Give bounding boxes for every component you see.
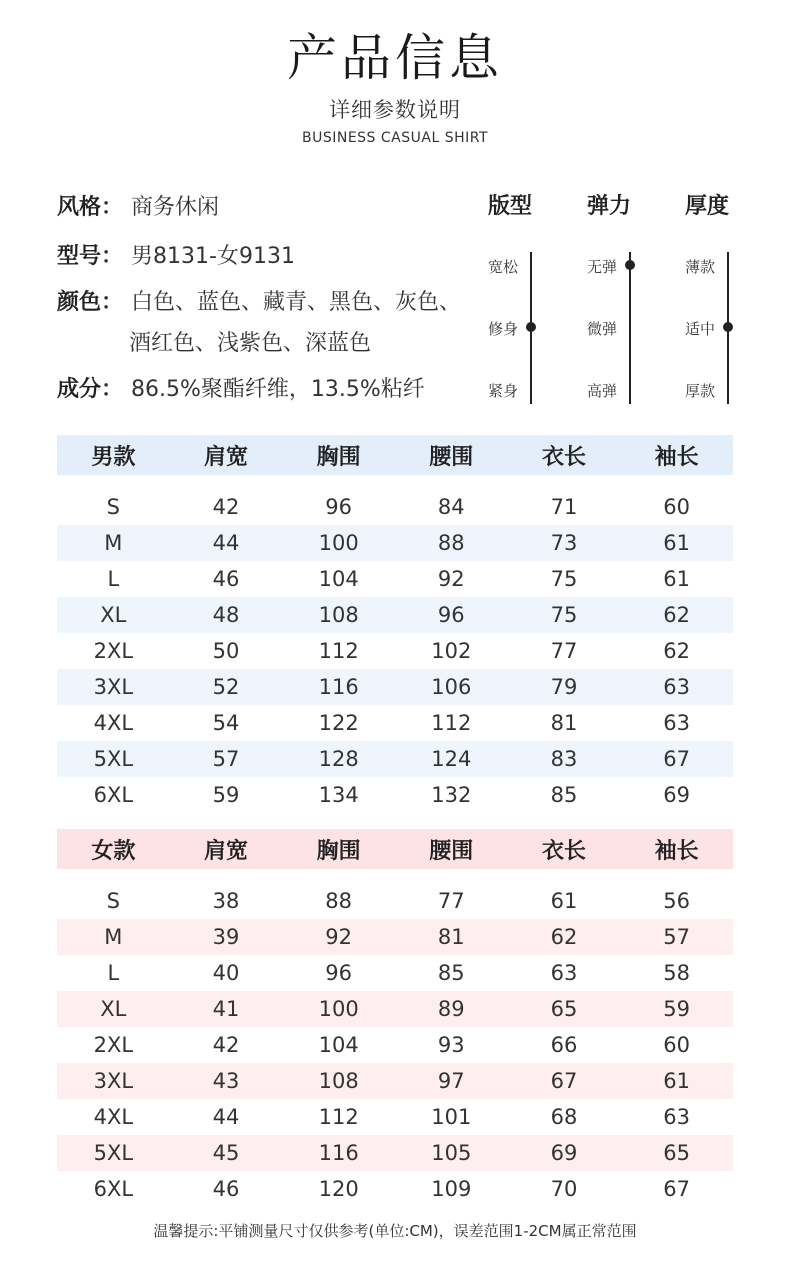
men-header-length: 衣长 [541, 444, 586, 470]
women-table-cell: 44 [212, 1105, 240, 1129]
women-table-cell: 39 [212, 925, 240, 949]
men-table-cell: 96 [325, 495, 352, 519]
men-table-cell: 60 [663, 495, 690, 519]
women-table-cell: 3XL [93, 1069, 134, 1093]
men-table-cell: 83 [550, 747, 578, 771]
men-table-cell: 73 [550, 531, 578, 555]
spec-color-value-line1: 白色、蓝色、藏青、黑色、灰色、 [131, 290, 462, 315]
women-table-cell: 88 [325, 889, 352, 913]
table-row [57, 489, 733, 525]
spec-model-value: 男8131-女9131 [131, 244, 295, 269]
property-elasticity-tick: 无弹 [587, 258, 618, 276]
spec-color-value-line2: 酒红色、浅紫色、深蓝色 [129, 331, 372, 356]
men-table-cell: L [107, 567, 120, 591]
property-thickness-title: 厚度 [685, 194, 730, 219]
property-fit-indicator [526, 322, 536, 332]
men-table-cell: 3XL [93, 675, 134, 699]
women-table-spacer [57, 869, 733, 883]
men-table-cell: 84 [437, 495, 465, 519]
men-table-cell: 52 [212, 675, 240, 699]
women-table-cell: 120 [318, 1177, 359, 1201]
men-table-cell: 122 [318, 711, 359, 735]
men-table-cell: 42 [212, 495, 240, 519]
table-row [57, 1099, 733, 1135]
men-table-cell: 116 [318, 675, 359, 699]
men-table-cell: 71 [550, 495, 578, 519]
property-thickness-tick: 厚款 [685, 382, 716, 400]
women-table-cell: 61 [550, 889, 578, 913]
women-table-cell: M [104, 925, 123, 949]
property-fit-tick: 宽松 [488, 258, 519, 276]
women-table-cell: 112 [318, 1105, 359, 1129]
women-table-cell: 105 [431, 1141, 472, 1165]
table-row [57, 991, 733, 1027]
men-table-cell: 62 [663, 639, 690, 663]
table-row [57, 633, 733, 669]
women-table-cell: 43 [212, 1069, 240, 1093]
women-header-shoulder: 肩宽 [203, 838, 248, 864]
spec-color [57, 285, 461, 316]
spec-material [57, 372, 425, 403]
women-table-cell: 41 [212, 997, 240, 1021]
spec-model [57, 239, 295, 270]
women-table-cell: 60 [663, 1033, 690, 1057]
women-table-cell: 65 [550, 997, 578, 1021]
women-table-cell: 69 [550, 1141, 578, 1165]
men-header-shoulder: 肩宽 [203, 444, 248, 470]
women-table-cell: 5XL [93, 1141, 134, 1165]
men-table-cell: 6XL [93, 783, 134, 807]
women-table-cell: 101 [431, 1105, 472, 1129]
women-table-cell: 4XL [93, 1105, 134, 1129]
table-row [57, 525, 733, 561]
men-table-cell: 67 [663, 747, 690, 771]
property-elasticity-tick: 微弹 [587, 320, 618, 338]
men-table-cell: 2XL [93, 639, 134, 663]
men-table-cell: 79 [550, 675, 578, 699]
spec-material-label: 成分 [57, 377, 102, 402]
property-elasticity-scale [629, 252, 631, 404]
property-elasticity-indicator [625, 260, 635, 270]
spec-style [57, 190, 219, 221]
women-table-cell: 42 [212, 1033, 240, 1057]
women-table-cell: S [106, 889, 120, 913]
spec-colon: ： [101, 244, 124, 269]
property-fit-tick: 紧身 [488, 382, 519, 400]
men-table-cell: S [106, 495, 120, 519]
table-row [57, 1171, 733, 1207]
men-table-cell: 59 [212, 783, 240, 807]
men-table-cell: 75 [550, 567, 578, 591]
men-header-sleeve: 袖长 [654, 444, 699, 470]
table-row [57, 1063, 733, 1099]
women-header-size: 女款 [91, 838, 136, 864]
table-row [57, 741, 733, 777]
men-table-spacer [57, 475, 733, 489]
table-row [57, 955, 733, 991]
men-table-cell: 69 [663, 783, 690, 807]
women-table-cell: 62 [550, 925, 578, 949]
men-table-cell: 62 [663, 603, 690, 627]
women-table-cell: 108 [318, 1069, 359, 1093]
men-table-header [57, 435, 733, 475]
women-table-cell: 89 [437, 997, 465, 1021]
men-table-cell: 108 [318, 603, 359, 627]
men-table-cell: 124 [431, 747, 472, 771]
women-table-header [57, 829, 733, 869]
men-table-cell: 63 [663, 675, 690, 699]
property-thickness-indicator [723, 322, 733, 332]
men-table-cell: 75 [550, 603, 578, 627]
women-table-cell: 40 [212, 961, 240, 985]
spec-style-label: 风格 [57, 195, 102, 220]
men-table-cell: XL [100, 603, 127, 627]
women-table-cell: 58 [663, 961, 690, 985]
women-table-cell: 67 [550, 1069, 578, 1093]
women-header-length: 衣长 [541, 838, 586, 864]
men-table-cell: 48 [212, 603, 240, 627]
women-table-cell: 67 [663, 1177, 690, 1201]
page-subtitle-english: BUSINESS CASUAL SHIRT [301, 130, 489, 146]
men-header-chest: 胸围 [316, 444, 361, 470]
men-table-cell: 5XL [93, 747, 134, 771]
measurement-footnote: 温馨提示:平铺测量尺寸仅供参考(单位:CM)，误差范围1-2CM属正常范围 [153, 1222, 637, 1240]
men-table-cell: 88 [437, 531, 465, 555]
men-table-cell: 112 [318, 639, 359, 663]
table-row [57, 705, 733, 741]
women-table-cell: 63 [550, 961, 578, 985]
men-header-size: 男款 [91, 444, 136, 470]
women-table-cell: XL [100, 997, 127, 1021]
women-table-cell: L [107, 961, 120, 985]
men-table-cell: 132 [431, 783, 472, 807]
spec-colon: ： [101, 195, 124, 220]
men-table-cell: 102 [431, 639, 472, 663]
women-table-cell: 61 [663, 1069, 690, 1093]
women-table-cell: 93 [437, 1033, 465, 1057]
men-table-cell: 96 [437, 603, 465, 627]
women-table-cell: 68 [550, 1105, 578, 1129]
women-table-cell: 65 [663, 1141, 690, 1165]
men-table-cell: 50 [212, 639, 240, 663]
women-table-cell: 63 [663, 1105, 690, 1129]
women-table-cell: 38 [212, 889, 240, 913]
property-fit-tick: 修身 [488, 320, 519, 338]
men-table-cell: 85 [550, 783, 578, 807]
women-table-cell: 6XL [93, 1177, 134, 1201]
men-table-cell: 61 [663, 531, 690, 555]
men-table-cell: 134 [318, 783, 359, 807]
spec-material-value: 86.5%聚酯纤维，13.5%粘纤 [131, 377, 425, 402]
table-row [57, 597, 733, 633]
men-table-cell: 81 [550, 711, 578, 735]
spec-colon: ： [101, 290, 124, 315]
spec-style-value: 商务休闲 [131, 195, 220, 220]
page-subtitle: 详细参数说明 [329, 98, 461, 122]
women-table-cell: 2XL [93, 1033, 134, 1057]
table-row [57, 919, 733, 955]
table-row [57, 1135, 733, 1171]
women-table-cell: 100 [318, 997, 359, 1021]
women-table-cell: 59 [663, 997, 690, 1021]
women-table-cell: 70 [550, 1177, 578, 1201]
spec-color-label: 颜色 [57, 290, 102, 315]
men-table-cell: 57 [212, 747, 240, 771]
women-table-cell: 57 [663, 925, 690, 949]
table-row [57, 883, 733, 919]
men-table-cell: 106 [431, 675, 472, 699]
women-table-cell: 77 [437, 889, 465, 913]
women-table-cell: 109 [431, 1177, 472, 1201]
table-row [57, 669, 733, 705]
men-header-waist: 腰围 [429, 444, 474, 470]
men-table-cell: 54 [212, 711, 240, 735]
women-table-cell: 92 [325, 925, 352, 949]
women-table-cell: 104 [318, 1033, 359, 1057]
property-elasticity-tick: 高弹 [587, 382, 618, 400]
women-header-waist: 腰围 [429, 838, 474, 864]
property-elasticity-title: 弹力 [587, 194, 632, 219]
women-table-cell: 96 [325, 961, 352, 985]
men-table-cell: M [104, 531, 123, 555]
women-table-cell: 85 [437, 961, 465, 985]
women-table-spacer-cell [57, 869, 733, 883]
men-table-cell: 61 [663, 567, 690, 591]
men-table-cell: 4XL [93, 711, 134, 735]
men-table-cell: 100 [318, 531, 359, 555]
women-header-sleeve: 袖长 [654, 838, 699, 864]
men-table-cell: 44 [212, 531, 240, 555]
property-thickness-tick: 薄款 [685, 258, 716, 276]
spec-colon: ： [101, 377, 124, 402]
men-table-cell: 128 [318, 747, 359, 771]
women-table-cell: 46 [212, 1177, 240, 1201]
women-table-cell: 81 [437, 925, 465, 949]
women-table-cell: 66 [550, 1033, 578, 1057]
men-table-cell: 112 [431, 711, 472, 735]
men-table-cell: 46 [212, 567, 240, 591]
women-table-cell: 97 [437, 1069, 465, 1093]
table-row [57, 1027, 733, 1063]
men-table-spacer-cell [57, 475, 733, 489]
men-table-cell: 92 [437, 567, 465, 591]
women-header-chest: 胸围 [316, 838, 361, 864]
men-table-cell: 104 [318, 567, 359, 591]
men-table-cell: 63 [663, 711, 690, 735]
women-table-cell: 116 [318, 1141, 359, 1165]
women-size-table [57, 829, 733, 1207]
spec-model-label: 型号 [57, 244, 102, 269]
property-thickness-tick: 适中 [685, 320, 716, 338]
women-table-cell: 45 [212, 1141, 240, 1165]
men-table-cell: 77 [550, 639, 578, 663]
property-fit-title: 版型 [488, 194, 533, 219]
page-title: 产品信息 [287, 29, 503, 87]
table-row [57, 561, 733, 597]
women-table-cell: 56 [663, 889, 690, 913]
table-row [57, 777, 733, 813]
men-size-table [57, 435, 733, 813]
